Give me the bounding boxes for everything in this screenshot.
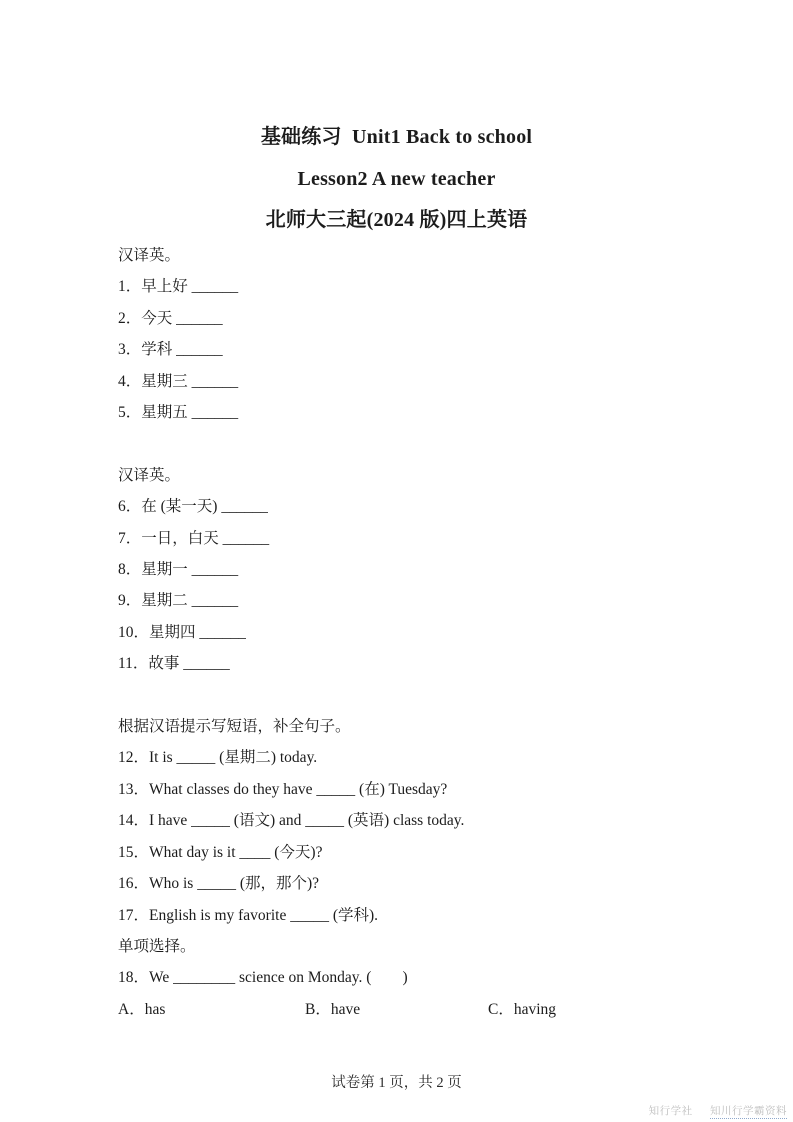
exercise-item: 1．早上好 ______ [118,278,239,296]
exercise-item: 10．星期四 ______ [118,623,246,641]
exercise-item: 9．星期二 ______ [118,592,239,610]
exercise-item: 16．Who is _____ (那，那个)? [118,875,320,893]
exercise-item: 7．一日，白天 ______ [118,529,270,547]
exercise-item: 5．星期五 ______ [118,404,239,422]
page-number-footer: 试卷第 1 页，共 2 页 [331,1075,462,1091]
exercise-item: 11．故事 ______ [118,655,230,673]
section-heading: 根据汉语提示写短语，补全句子。 [118,718,351,736]
choice-option-b: B．have [305,1000,361,1018]
title-line-2: Lesson2 A new teacher [297,167,496,190]
title-line-1: 基础练习 Unit1 Back to school [260,126,533,148]
choice-option-c: C．having [488,1000,557,1018]
exercise-item: 15．What day is it ____ (今天)? [118,843,323,861]
section-gap [118,428,703,459]
exercise-item: 12．It is _____ (星期二) today. [118,749,318,767]
exercise-item: 3．学科 ______ [118,341,223,359]
exercise-item: 2．今天 ______ [118,309,223,327]
document-body [118,240,703,1025]
choice-options-row [118,994,703,1025]
exercise-item: 4．星期三 ______ [118,372,239,390]
section-heading: 汉译英。 [118,247,181,264]
document-title [0,117,793,242]
exercise-item: 8．星期一 ______ [118,561,239,579]
choice-option-a: A．has [118,1000,166,1018]
watermark-left-text: 知行学社 [648,1105,693,1117]
section-gap [118,680,703,711]
exercise-item: 14．I have _____ (语文) and _____ (英语) class today. [118,812,465,830]
watermark [649,1103,787,1118]
watermark-right-text: 知川行学霸资料 [710,1105,787,1117]
exercise-item: 13．What classes do they have _____ (在) Tuesday? [118,780,448,798]
exercise-item: 18．We ________ science on Monday. ( ) [118,969,408,987]
section-heading: 单项选择。 [118,937,196,955]
exercise-item: 6．在 (某一天) ______ [118,498,268,516]
title-line-3: 北师大三起(2024 版)四上英语 [265,209,528,231]
exercise-item: 17．English is my favorite _____ (学科). [118,906,379,924]
section-heading: 汉译英。 [118,466,181,484]
